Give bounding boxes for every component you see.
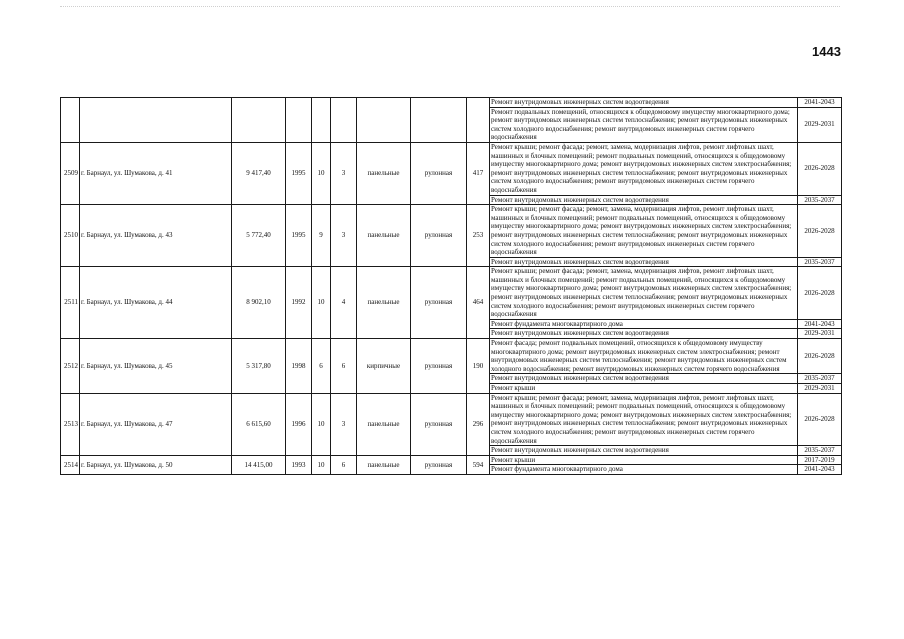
work-description-cell: Ремонт фасада; ремонт подвальных помещений, относящихся к общедомовому имуществу многоквартирного дома; ремонт внутридомовых инженерных систем электроснабжения; ремонт внутридомовых инженерных систем теплоснабжения; ремонт внутридомовых инженерных систем холодного водоснабжения; ремонт внутридомовых инженерных систем горячего водоснабжения (490, 339, 798, 374)
roof-type-cell: рулонная (411, 205, 467, 267)
roof-type-cell: рулонная (411, 142, 467, 204)
work-period-cell: 2041-2043 (798, 465, 842, 475)
floors-cell: 6 (312, 339, 331, 394)
work-period-cell: 2041-2043 (798, 98, 842, 108)
entrances-cell: 3 (331, 142, 357, 204)
house-number-cell: 2509 (61, 142, 80, 204)
total-area-cell: 8 902,10 (232, 267, 286, 339)
wall-material-cell: панельные (357, 393, 411, 455)
wall-material-cell: панельные (357, 267, 411, 339)
floors-cell: 10 (312, 142, 331, 204)
floors-cell: 10 (312, 267, 331, 339)
roof-type-cell: рулонная (411, 267, 467, 339)
work-period-cell: 2026-2028 (798, 267, 842, 320)
work-description-cell: Ремонт крыши; ремонт фасада; ремонт, замена, модернизация лифтов, ремонт лифтовых шахт, машинных и блочных помещений; ремонт подвальных помещений, относящихся к общедомовому имуществу многоквартирного дома; ремонт внутридомовых инженерных систем электроснабжения; ремонт внутридомовых инженерных систем теплоснабжения; ремонт внутридомовых инженерных систем холодного водоснабжения; ремонт внутридомовых инженерных систем горячего водоснабжения (490, 267, 798, 320)
floors-cell (312, 98, 331, 143)
total-area-cell (232, 98, 286, 143)
work-description-cell: Ремонт крыши; ремонт фасада; ремонт, замена, модернизация лифтов, ремонт лифтовых шахт, машинных и блочных помещений; ремонт подвальных помещений, относящихся к общедомовому имуществу многоквартирного дома; ремонт внутридомовых инженерных систем электроснабжения; ремонт внутридомовых инженерных систем теплоснабжения; ремонт внутридомовых инженерных систем холодного водоснабжения; ремонт внутридомовых инженерных систем горячего водоснабжения (490, 142, 798, 195)
work-description-cell: Ремонт крыши (490, 384, 798, 394)
address-cell: г. Барнаул, ул. Шумакова, д. 50 (80, 455, 232, 474)
total-area-cell: 5 772,40 (232, 205, 286, 267)
house-number-cell: 2513 (61, 393, 80, 455)
house-number-cell (61, 98, 80, 143)
build-year-cell (286, 98, 312, 143)
work-description-cell: Ремонт крыши; ремонт фасада; ремонт, замена, модернизация лифтов, ремонт лифтовых шахт, машинных и блочных помещений; ремонт подвальных помещений, относящихся к общедомовому имуществу многоквартирного дома; ремонт внутридомовых инженерных систем электроснабжения; ремонт внутридомовых инженерных систем теплоснабжения; ремонт внутридомовых инженерных систем холодного водоснабжения; ремонт внутридомовых инженерных систем горячего водоснабжения (490, 205, 798, 258)
entrances-cell: 3 (331, 393, 357, 455)
total-area-cell: 9 417,40 (232, 142, 286, 204)
floors-cell: 10 (312, 393, 331, 455)
work-period-cell: 2026-2028 (798, 142, 842, 195)
work-period-cell: 2029-2031 (798, 107, 842, 142)
residents-cell: 464 (467, 267, 490, 339)
work-period-cell: 2035-2037 (798, 195, 842, 205)
table-row (61, 142, 842, 195)
wall-material-cell: панельные (357, 205, 411, 267)
work-period-cell: 2035-2037 (798, 257, 842, 267)
total-area-cell: 5 317,80 (232, 339, 286, 394)
floors-cell: 9 (312, 205, 331, 267)
work-period-cell: 2017-2019 (798, 455, 842, 465)
work-period-cell: 2035-2037 (798, 374, 842, 384)
address-cell: г. Барнаул, ул. Шумакова, д. 41 (80, 142, 232, 204)
build-year-cell: 1992 (286, 267, 312, 339)
total-area-cell: 14 415,00 (232, 455, 286, 474)
work-description-cell: Ремонт внутридомовых инженерных систем водоотведения (490, 329, 798, 339)
entrances-cell (331, 98, 357, 143)
residents-cell: 594 (467, 455, 490, 474)
work-description-cell: Ремонт крыши (490, 455, 798, 465)
residents-cell: 190 (467, 339, 490, 394)
work-description-cell: Ремонт фундамента многоквартирного дома (490, 465, 798, 475)
work-description-cell: Ремонт внутридомовых инженерных систем водоотведения (490, 446, 798, 456)
work-period-cell: 2035-2037 (798, 446, 842, 456)
work-description-cell: Ремонт подвальных помещений, относящихся к общедомовому имуществу многоквартирного дома; ремонт внутридомовых инженерных систем теплоснабжения; ремонт внутридомовых инженерных систем холодного водоснабжения; ремонт внутридомовых инженерных систем горячего водоснабжения (490, 107, 798, 142)
table-row (61, 339, 842, 374)
housing-registry-table (60, 97, 842, 475)
address-cell: г. Барнаул, ул. Шумакова, д. 44 (80, 267, 232, 339)
roof-type-cell (411, 98, 467, 143)
entrances-cell: 6 (331, 455, 357, 474)
work-description-cell: Ремонт внутридомовых инженерных систем водоотведения (490, 98, 798, 108)
wall-material-cell: панельные (357, 142, 411, 204)
wall-material-cell (357, 98, 411, 143)
address-cell (80, 98, 232, 143)
work-period-cell: 2026-2028 (798, 205, 842, 258)
scan-edge-line (60, 6, 840, 7)
roof-type-cell: рулонная (411, 455, 467, 474)
build-year-cell: 1998 (286, 339, 312, 394)
work-description-cell: Ремонт внутридомовых инженерных систем водоотведения (490, 195, 798, 205)
table-row (61, 455, 842, 465)
table-row (61, 267, 842, 320)
house-number-cell: 2514 (61, 455, 80, 474)
entrances-cell: 6 (331, 339, 357, 394)
residents-cell: 296 (467, 393, 490, 455)
wall-material-cell: кирпичные (357, 339, 411, 394)
work-description-cell: Ремонт фундамента многоквартирного дома (490, 319, 798, 329)
work-period-cell: 2026-2028 (798, 339, 842, 374)
build-year-cell: 1995 (286, 142, 312, 204)
entrances-cell: 3 (331, 205, 357, 267)
address-cell: г. Барнаул, ул. Шумакова, д. 47 (80, 393, 232, 455)
build-year-cell: 1993 (286, 455, 312, 474)
roof-type-cell: рулонная (411, 339, 467, 394)
table-row (61, 393, 842, 446)
work-period-cell: 2029-2031 (798, 384, 842, 394)
roof-type-cell: рулонная (411, 393, 467, 455)
address-cell: г. Барнаул, ул. Шумакова, д. 45 (80, 339, 232, 394)
residents-cell (467, 98, 490, 143)
floors-cell: 10 (312, 455, 331, 474)
work-description-cell: Ремонт внутридомовых инженерных систем водоотведения (490, 374, 798, 384)
build-year-cell: 1996 (286, 393, 312, 455)
work-description-cell: Ремонт внутридомовых инженерных систем водоотведения (490, 257, 798, 267)
entrances-cell: 4 (331, 267, 357, 339)
build-year-cell: 1995 (286, 205, 312, 267)
total-area-cell: 6 615,60 (232, 393, 286, 455)
house-number-cell: 2512 (61, 339, 80, 394)
residents-cell: 417 (467, 142, 490, 204)
work-period-cell: 2029-2031 (798, 329, 842, 339)
address-cell: г. Барнаул, ул. Шумакова, д. 43 (80, 205, 232, 267)
table-row (61, 205, 842, 258)
residents-cell: 253 (467, 205, 490, 267)
work-description-cell: Ремонт крыши; ремонт фасада; ремонт, замена, модернизация лифтов, ремонт лифтовых шахт, машинных и блочных помещений; ремонт подвальных помещений, относящихся к общедомовому имуществу многоквартирного дома; ремонт внутридомовых инженерных систем электроснабжения; ремонт внутридомовых инженерных систем теплоснабжения; ремонт внутридомовых инженерных систем холодного водоснабжения; ремонт внутридомовых инженерных систем горячего водоснабжения (490, 393, 798, 446)
table-row (61, 98, 842, 108)
work-period-cell: 2041-2043 (798, 319, 842, 329)
work-period-cell: 2026-2028 (798, 393, 842, 446)
house-number-cell: 2511 (61, 267, 80, 339)
house-number-cell: 2510 (61, 205, 80, 267)
wall-material-cell: панельные (357, 455, 411, 474)
page-number: 1443 (812, 44, 841, 59)
